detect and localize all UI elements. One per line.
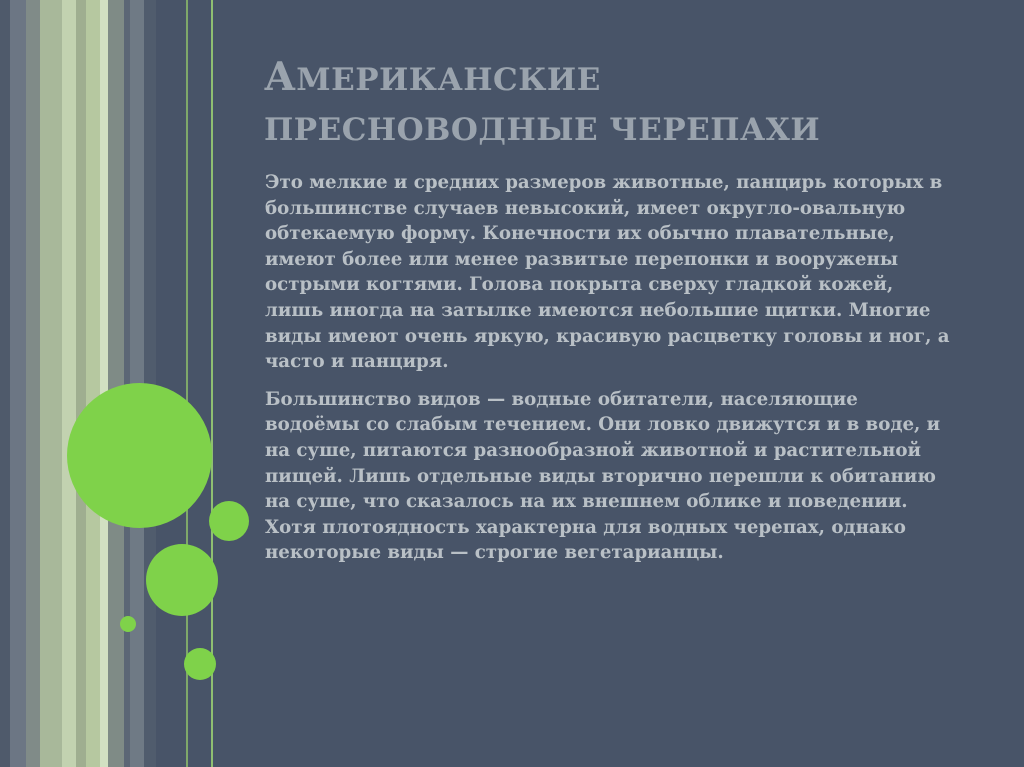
- decor-circle-large: [67, 383, 212, 528]
- stripe: [62, 0, 76, 767]
- slide-body: [265, 170, 955, 578]
- body-paragraph: Это мелкие и средних размеров животные, панцирь которых в большинстве случаев невысокий, имеет округло-овальную обтекаемую форму. Конечности их обычно плавательные, имеют более или менее развитые перепонки и вооружены острыми когтями. Голова покрыта сверху гладкой кожей, лишь иногда на затылке имеются небольшие щитки. Многие виды имеют очень яркую, красивую расцветку головы и ног, а часто и панциря.: [265, 172, 950, 373]
- decor-circle-small: [209, 501, 249, 541]
- title-initial: А: [264, 54, 297, 100]
- slide-title: [264, 52, 984, 155]
- decor-circle-small: [184, 648, 216, 680]
- stripe: [10, 0, 26, 767]
- stripe: [76, 0, 86, 767]
- stripe: [108, 0, 124, 767]
- title-line-1-rest: МЕРИКАНСКИЕ: [296, 62, 601, 98]
- stripe: [86, 0, 100, 767]
- stripe: [100, 0, 108, 767]
- body-paragraph: Большинство видов — водные обитатели, населяющие водоёмы со слабым течением. Они ловко движутся и в воде, и на суше, питаются разнообразной животной и растительной пищей. Лишь отдельные виды вторично перешли к обитанию на суше, что сказалось на их внешнем облике и поведении. Хотя плотоядность характерна для водных черепах, однако некоторые виды — строгие вегетарианцы.: [265, 388, 941, 564]
- title-line-2: ПРЕСНОВОДНЫЕ ЧЕРЕПАХИ: [264, 112, 821, 148]
- stripe: [0, 0, 10, 767]
- decor-circle-tiny: [120, 616, 136, 632]
- decor-circle-medium: [146, 544, 218, 616]
- stripe: [40, 0, 62, 767]
- title-line-1: [264, 54, 601, 100]
- stripe: [26, 0, 40, 767]
